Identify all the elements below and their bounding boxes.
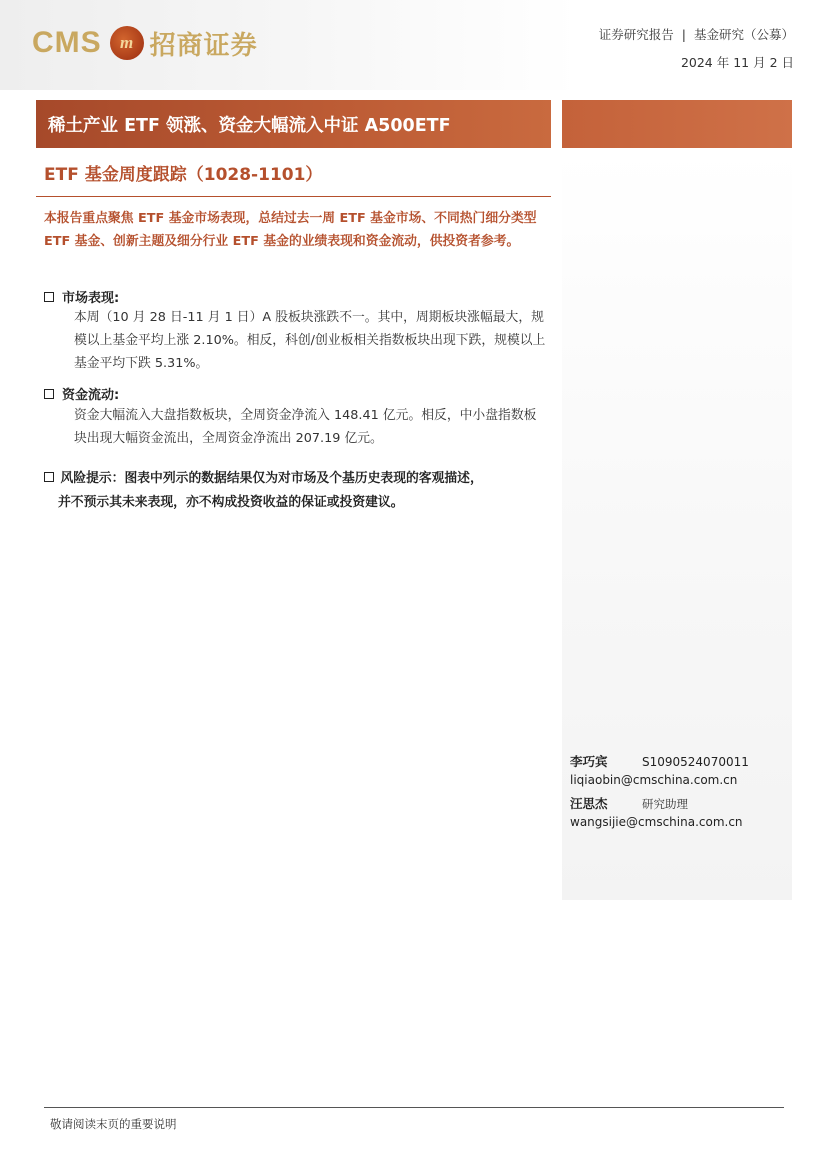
section-heading-fundflow (44, 384, 119, 403)
report-category: 基金研究（公募） (693, 27, 794, 42)
section-body-fundflow: 资金大幅流入大盘指数板块，全周资金净流入 148.41 亿元。相反，中小盘指数板块出现大幅资金流出，全周资金净流出 207.19 亿元。 (74, 408, 537, 446)
author-role: 研究助理 (642, 797, 688, 811)
subtitle-divider (36, 196, 551, 197)
company-logo (32, 18, 258, 68)
sidebar-banner (562, 100, 792, 148)
checkbox-bullet-icon (44, 292, 54, 302)
section-heading-label: 市场表现: (62, 291, 120, 306)
author-email[interactable]: liqiaobin@cmschina.com.cn (570, 773, 738, 787)
report-type: 证券研究报告 (598, 27, 674, 42)
risk-line-1: 风险提示：图表中列示的数据结果仅为对市场及个基历史表现的客观描述， (60, 471, 483, 486)
logo-cms-text: CMS (32, 26, 102, 59)
author-name: 李巧宾 (570, 754, 608, 769)
author-license-id: S1090524070011 (642, 755, 749, 769)
risk-warning (44, 467, 554, 515)
author-name: 汪思杰 (570, 796, 608, 811)
section-body-market: 本周（10 月 28 日-11 月 1 日）A 股板块涨跌不一。其中，周期板块涨幅最大，规模以上基金平均上涨 2.10%。相反，科创/创业板相关指数板块出现下跌，规模以上基金平均下跌 5.31%。 (74, 310, 546, 371)
risk-line-2: 并不预示其未来表现，亦不构成投资收益的保证或投资建议。 (58, 495, 404, 510)
footer-disclaimer: 敬请阅读末页的重要说明 (50, 1117, 177, 1131)
logo-emblem-icon: m (110, 26, 144, 60)
author-row (570, 752, 790, 773)
checkbox-bullet-icon (44, 472, 54, 482)
meta-separator: | (681, 26, 686, 42)
section-heading-market (44, 287, 119, 306)
footer-divider (44, 1107, 784, 1108)
checkbox-bullet-icon (44, 389, 54, 399)
section-heading-label: 资金流动: (62, 388, 120, 403)
report-title: 稀土产业 ETF 领涨、资金大幅流入中证 A500ETF (48, 115, 451, 136)
author-row (570, 794, 790, 815)
author-email[interactable]: wangsijie@cmschina.com.cn (570, 815, 743, 829)
abstract-text: 本报告重点聚焦 ETF 基金市场表现，总结过去一周 ETF 基金市场、不同热门细分类型 ETF 基金、创新主题及细分行业 ETF 基金的业绩表现和资金流动，供投资者参考。 (44, 211, 537, 249)
report-meta (599, 25, 794, 71)
title-banner (36, 100, 551, 148)
report-subtitle: ETF 基金周度跟踪（1028-1101） (44, 165, 323, 185)
report-date: 2024 年 11 月 2 日 (680, 55, 794, 70)
logo-chinese-name: 招商证券 (149, 30, 258, 61)
author-block (570, 752, 790, 836)
